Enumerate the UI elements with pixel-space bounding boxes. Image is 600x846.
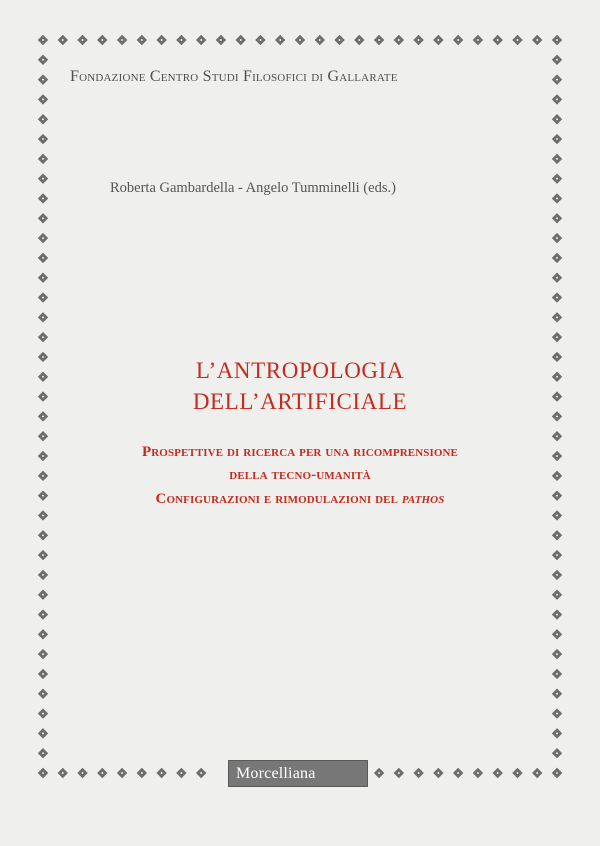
- diamond-ornament-icon: [38, 728, 48, 738]
- diamond-ornament-icon: [38, 510, 48, 520]
- diamond-ornament-icon: [552, 154, 562, 164]
- diamond-ornament-icon: [453, 768, 463, 778]
- diamond-ornament-icon: [552, 530, 562, 540]
- diamond-ornament-icon: [413, 35, 423, 45]
- diamond-ornament-icon: [552, 748, 562, 758]
- diamond-ornament-icon: [552, 173, 562, 183]
- diamond-ornament-icon: [255, 35, 265, 45]
- diamond-ornament-icon: [315, 35, 325, 45]
- diamond-ornament-icon: [196, 35, 206, 45]
- diamond-ornament-icon: [117, 35, 127, 45]
- book-title-line-2: DELL’ARTIFICIALE: [192, 389, 408, 414]
- diamond-ornament-icon: [473, 35, 483, 45]
- diamond-ornament-icon: [552, 55, 562, 65]
- diamond-ornament-icon: [137, 768, 147, 778]
- diamond-ornament-icon: [38, 292, 48, 302]
- diamond-ornament-icon: [196, 768, 206, 778]
- subtitle-line-3: [0, 491, 600, 508]
- subtitle-line-1: Prospettive di ricerca per una ricomprensione: [141, 444, 458, 460]
- diamond-ornament-icon: [38, 669, 48, 679]
- diamond-ornament-icon: [374, 768, 384, 778]
- diamond-ornament-icon: [552, 768, 562, 778]
- diamond-ornament-icon: [38, 649, 48, 659]
- editors-line: Roberta Gambardella - Angelo Tumminelli (eds.): [110, 180, 396, 196]
- diamond-ornament-icon: [552, 213, 562, 223]
- diamond-ornament-icon: [552, 649, 562, 659]
- book-title-line-1: L’ANTROPOLOGIA: [195, 358, 405, 383]
- diamond-ornament-icon: [552, 689, 562, 699]
- diamond-ornament-icon: [334, 35, 344, 45]
- diamond-ornament-icon: [453, 35, 463, 45]
- diamond-ornament-icon: [38, 609, 48, 619]
- diamond-ornament-icon: [38, 629, 48, 639]
- diamond-ornament-icon: [552, 253, 562, 263]
- diamond-ornament-icon: [552, 570, 562, 580]
- diamond-ornament-icon: [38, 708, 48, 718]
- diamond-ornament-icon: [38, 253, 48, 263]
- diamond-ornament-icon: [552, 312, 562, 322]
- diamond-ornament-icon: [295, 35, 305, 45]
- diamond-ornament-icon: [552, 94, 562, 104]
- diamond-ornament-icon: [492, 768, 502, 778]
- diamond-ornament-icon: [58, 768, 68, 778]
- diamond-ornament-icon: [38, 768, 48, 778]
- diamond-ornament-icon: [552, 233, 562, 243]
- publisher-name: Morcelliana: [236, 765, 316, 782]
- diamond-ornament-icon: [38, 530, 48, 540]
- diamond-ornament-icon: [552, 609, 562, 619]
- diamond-ornament-icon: [38, 154, 48, 164]
- subtitle-pathos-word: pathos: [401, 491, 445, 507]
- diamond-ornament-icon: [552, 550, 562, 560]
- diamond-ornament-icon: [552, 629, 562, 639]
- diamond-ornament-icon: [97, 768, 107, 778]
- diamond-ornament-icon: [38, 590, 48, 600]
- diamond-ornament-icon: [394, 768, 404, 778]
- diamond-ornament-icon: [38, 74, 48, 84]
- subtitle-line-2: della tecno-umanità: [229, 467, 371, 483]
- institution-name: Fondazione Centro Studi Filosofici di Gallarate: [70, 68, 398, 85]
- diamond-ornament-icon: [552, 669, 562, 679]
- diamond-ornament-icon: [532, 35, 542, 45]
- diamond-ornament-icon: [38, 431, 48, 441]
- diamond-ornament-icon: [38, 213, 48, 223]
- diamond-ornament-icon: [58, 35, 68, 45]
- diamond-ornament-icon: [38, 173, 48, 183]
- diamond-ornament-icon: [433, 35, 443, 45]
- diamond-ornament-icon: [137, 35, 147, 45]
- diamond-ornament-icon: [38, 748, 48, 758]
- diamond-ornament-icon: [176, 768, 186, 778]
- diamond-ornament-icon: [156, 35, 166, 45]
- diamond-ornament-icon: [38, 193, 48, 203]
- diamond-ornament-icon: [552, 273, 562, 283]
- diamond-ornament-icon: [275, 35, 285, 45]
- diamond-ornament-icon: [156, 768, 166, 778]
- diamond-ornament-icon: [38, 312, 48, 322]
- diamond-ornament-icon: [552, 510, 562, 520]
- diamond-ornament-icon: [512, 768, 522, 778]
- diamond-ornament-icon: [38, 689, 48, 699]
- diamond-ornament-icon: [552, 193, 562, 203]
- diamond-ornament-icon: [413, 768, 423, 778]
- diamond-ornament-icon: [532, 768, 542, 778]
- diamond-ornament-icon: [552, 134, 562, 144]
- diamond-ornament-icon: [552, 708, 562, 718]
- diamond-ornament-icon: [473, 768, 483, 778]
- diamond-ornament-icon: [38, 134, 48, 144]
- diamond-ornament-icon: [117, 768, 127, 778]
- diamond-ornament-icon: [38, 233, 48, 243]
- diamond-ornament-icon: [77, 35, 87, 45]
- diamond-ornament-icon: [552, 728, 562, 738]
- diamond-ornament-icon: [492, 35, 502, 45]
- diamond-ornament-icon: [38, 55, 48, 65]
- diamond-ornament-icon: [354, 35, 364, 45]
- diamond-ornament-icon: [552, 292, 562, 302]
- diamond-ornament-icon: [552, 35, 562, 45]
- diamond-ornament-icon: [374, 35, 384, 45]
- diamond-ornament-icon: [38, 114, 48, 124]
- diamond-ornament-icon: [552, 114, 562, 124]
- diamond-ornament-icon: [552, 74, 562, 84]
- diamond-ornament-icon: [433, 768, 443, 778]
- publisher-logo: [228, 760, 368, 787]
- diamond-ornament-icon: [552, 431, 562, 441]
- diamond-ornament-icon: [235, 35, 245, 45]
- diamond-ornament-icon: [216, 35, 226, 45]
- diamond-ornament-icon: [38, 550, 48, 560]
- subtitle-line-3-text: Configurazioni e rimodulazioni del: [155, 491, 402, 507]
- diamond-ornament-icon: [512, 35, 522, 45]
- diamond-ornament-icon: [394, 35, 404, 45]
- diamond-ornament-icon: [38, 332, 48, 342]
- diamond-ornament-icon: [38, 273, 48, 283]
- diamond-ornament-icon: [552, 590, 562, 600]
- diamond-ornament-icon: [77, 768, 87, 778]
- diamond-ornament-icon: [38, 35, 48, 45]
- diamond-ornament-icon: [176, 35, 186, 45]
- diamond-ornament-icon: [552, 332, 562, 342]
- diamond-ornament-icon: [38, 570, 48, 580]
- diamond-ornament-icon: [97, 35, 107, 45]
- diamond-ornament-icon: [38, 94, 48, 104]
